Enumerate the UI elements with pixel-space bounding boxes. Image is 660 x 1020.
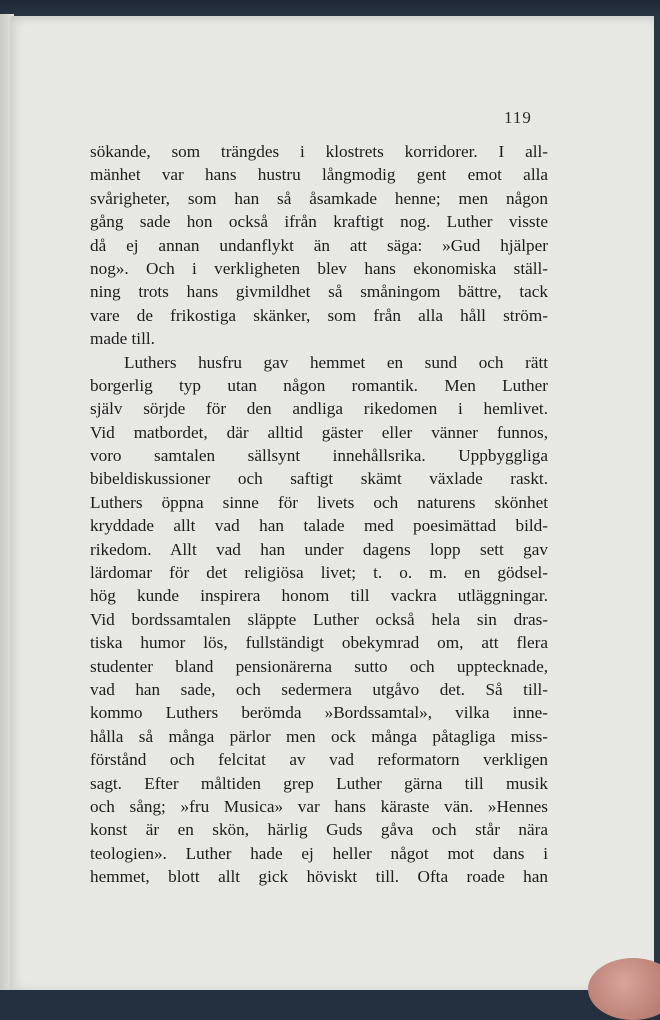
text-line: vare de frikostiga skänker, som från alla håll ström- [90, 305, 548, 325]
page-number: 119 [504, 108, 532, 127]
text-line: svårigheter, som han så åsamkade henne; men någon [90, 188, 548, 208]
text-line: Vid matbordet, där alltid gäster eller vänner funnos, [90, 422, 548, 442]
text-line: made till. [90, 329, 155, 349]
book-cover-right-edge [654, 16, 660, 990]
text-line: förstånd och felcitat av vad reformatorn verkligen [90, 750, 548, 770]
text-line: hemmet, blott allt gick höviskt till. Ofta roade han [90, 867, 548, 887]
text-line: kommo Luthers berömda »Bordssamtal», vilka inne- [90, 703, 548, 723]
text-line: ning trots hans givmildhet så småningom bättre, tack [90, 282, 548, 302]
text-line: sagt. Efter måltiden grep Luther gärna till musik [90, 773, 548, 793]
text-line: borgerlig typ utan någon romantik. Men Luther [90, 375, 548, 395]
text-line: rikedom. Allt vad han under dagens lopp sett gav [90, 539, 548, 559]
text-line: själv sörjde för den andliga rikedomen i hemlivet. [90, 399, 548, 419]
text-line: hög kunde inspirera honom till vackra utläggningar. [90, 586, 548, 606]
page-body-text [90, 140, 548, 889]
text-line: teologien». Luther hade ej heller något mot dans i [90, 843, 548, 863]
text-line: nog». Och i verkligheten blev hans ekonomiska ställ- [90, 258, 548, 278]
text-line: Luthers husfru gav hemmet en sund och rätt [124, 352, 548, 372]
text-line: bibeldiskussioner och saftigt skämt växlade raskt. [90, 469, 548, 489]
thumb [588, 958, 660, 1020]
text-line: hålla så många pärlor men ock många påtagliga miss- [90, 726, 548, 746]
text-line: Vid bordssamtalen släppte Luther också hela sin dras- [90, 609, 548, 629]
text-line: gång sade hon också ifrån kraftigt nog. Luther visste [90, 212, 548, 232]
text-line: sökande, som trängdes i klostrets korridorer. I all- [90, 142, 548, 161]
text-line: och sång; »fru Musica» var hans käraste vän. »Hennes [90, 796, 548, 816]
text-line: kryddade allt vad han talade med poesimättad bild- [90, 516, 548, 536]
text-line: mänhet var hans hustru långmodig gent emot alla [90, 165, 548, 185]
text-line: vad han sade, och sedermera utgåvo det. Så till- [90, 679, 548, 699]
book-page [10, 16, 656, 990]
text-line: då ej annan undanflykt än att säga: »Gud hjälper [90, 235, 548, 255]
text-line: lärdomar för det religiösa livet; t. o. m. en gödsel- [90, 563, 548, 583]
text-line: Luthers öppna sinne för livets och naturens skönhet [90, 492, 548, 512]
text-line: studenter bland pensionärerna sutto och upptecknade, [90, 656, 548, 676]
text-line: konst är en skön, härlig Guds gåva och står nära [90, 820, 548, 840]
text-line: voro samtalen sällsynt innehållsrika. Uppbyggliga [90, 446, 548, 466]
text-line: tiska humor lös, fullständigt obekymrad om, att flera [90, 633, 548, 653]
